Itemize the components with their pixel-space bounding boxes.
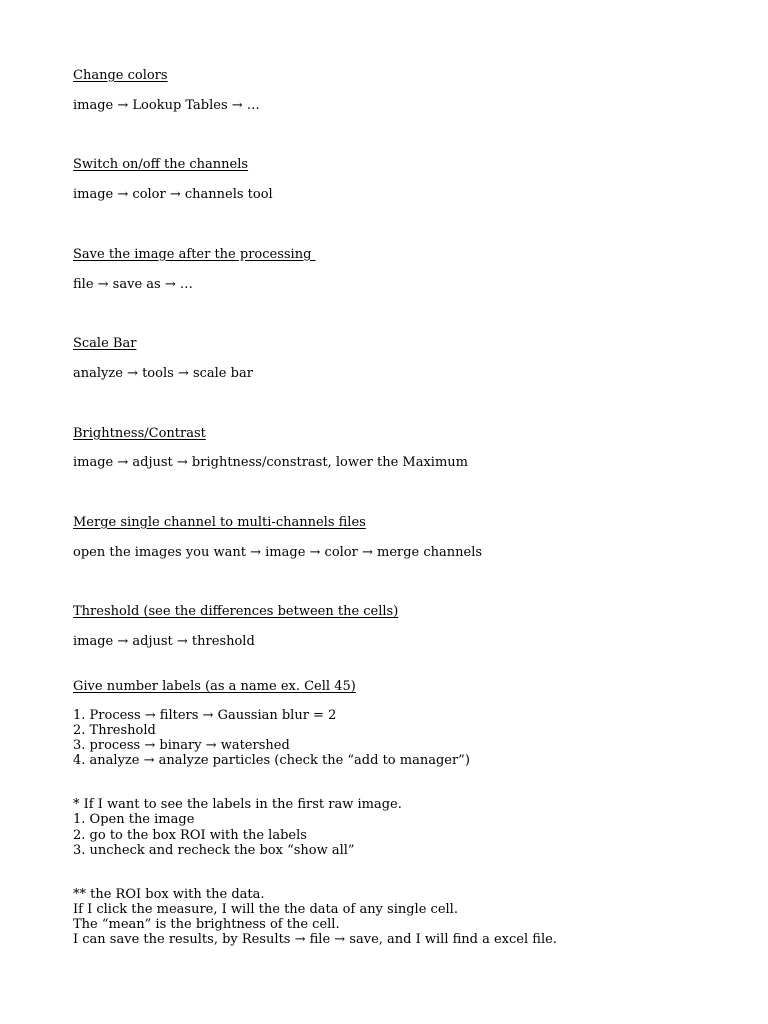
section-body-change-colors: image → Lookup Tables → … [73,98,260,113]
section-heading-scale-bar: Scale Bar [73,336,137,351]
section-body-switch-channels: image → color → channels tool [73,187,273,202]
note-line: ** the ROI box with the data. [73,887,265,902]
list-item: 4. analyze → analyze particles (check the “add to manager”) [73,753,470,768]
note-line: I can save the results, by Results → file → save, and I will find a excel file. [73,932,557,947]
note-line: If I click the measure, I will the the data of any single cell. [73,902,458,917]
section-body-threshold: image → adjust → threshold [73,634,255,649]
section-heading-merge-channels: Merge single channel to multi-channels files [73,515,366,530]
section-heading-number-labels: Give number labels (as a name ex. Cell 45) [73,679,356,694]
list-item: 3. process → binary → watershed [73,738,290,753]
section-body-brightness-contrast: image → adjust → brightness/constrast, lower the Maximum [73,455,468,470]
list-item: 2. Threshold [73,723,156,738]
section-heading-save-image: Save the image after the processing [73,247,316,262]
section-heading-threshold: Threshold (see the differences between the cells) [73,604,399,619]
note-line: * If I want to see the labels in the first raw image. [73,797,402,812]
note-line: 1. Open the image [73,812,195,827]
section-heading-switch-channels: Switch on/off the channels [73,157,249,172]
note-line: 2. go to the box ROI with the labels [73,828,307,843]
section-heading-change-colors: Change colors [73,68,168,83]
note-line: 3. uncheck and recheck the box “show all” [73,843,355,858]
section-body-merge-channels: open the images you want → image → color → merge channels [73,545,483,560]
section-heading-brightness-contrast: Brightness/Contrast [73,426,206,441]
section-body-scale-bar: analyze → tools → scale bar [73,366,253,381]
list-item: 1. Process → filters → Gaussian blur = 2 [73,708,337,723]
section-body-save-image: file → save as → … [73,277,193,292]
note-line: The “mean” is the brightness of the cell. [73,917,340,932]
